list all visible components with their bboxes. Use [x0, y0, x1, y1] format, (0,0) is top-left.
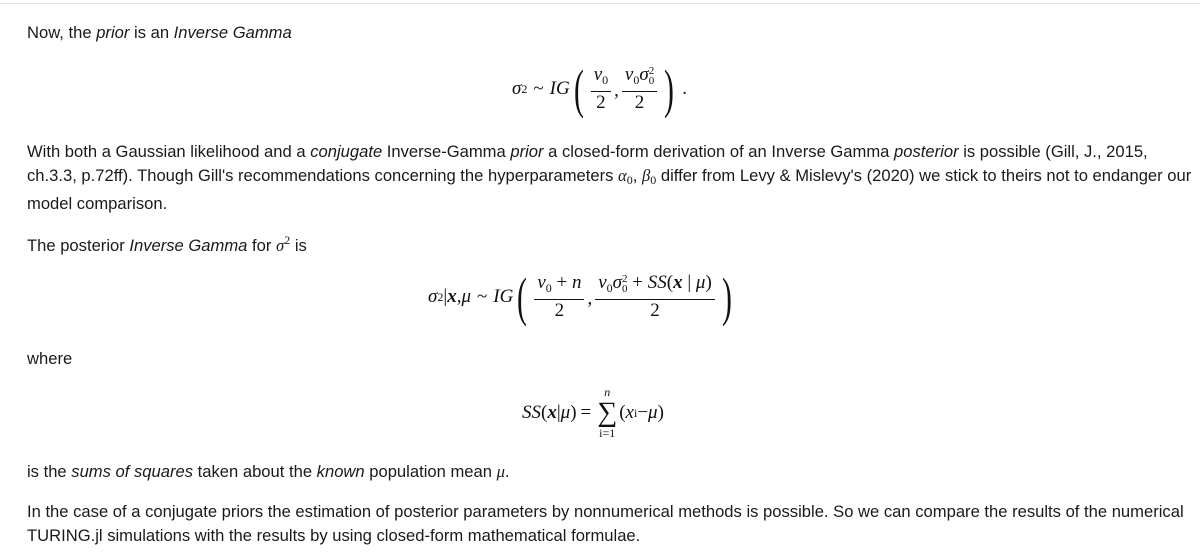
sub: 0 [648, 74, 655, 87]
left-paren: ( [573, 59, 584, 119]
text: Inverse-Gamma [382, 142, 511, 161]
sigma: σ [428, 286, 438, 307]
n: n [571, 272, 582, 293]
equation-prior [512, 54, 687, 124]
text: for [247, 236, 277, 255]
lparen: ( [541, 402, 548, 423]
emph-known: known [316, 462, 365, 481]
period: . [682, 78, 687, 99]
text: Now, the [27, 23, 97, 42]
function-ig: IG [549, 78, 570, 99]
alpha: α [618, 166, 627, 185]
comma: , [587, 288, 593, 309]
x: x [625, 402, 634, 423]
text: , [632, 166, 642, 185]
plus: + [551, 272, 572, 293]
conjugate-paragraph [27, 140, 1192, 216]
sub: 0 [626, 173, 633, 187]
sup: 2 [622, 272, 628, 285]
sigma: σ [612, 272, 623, 293]
where-paragraph [27, 347, 1192, 371]
emph-sums-of-squares: sums of squares [71, 462, 194, 481]
text: With both a Gaussian likelihood and a [27, 142, 311, 161]
conclusion-paragraph [27, 500, 1192, 548]
nu: ν [598, 272, 607, 293]
comma: , [456, 286, 462, 307]
rparen: ) [705, 272, 712, 293]
lower-limit: i=1 [599, 426, 616, 440]
fraction-posterior-scale [595, 273, 715, 321]
intro-paragraph [27, 21, 1192, 45]
text: The posterior [27, 236, 130, 255]
fraction-nu0-sigma0sq-over-2 [622, 65, 657, 113]
emph-inverse-gamma: Inverse Gamma [129, 236, 248, 255]
text: is possible (Gill, J., 2015, ch.3.3, p.72ff). Though Gill's recommendations concerning the hyperparameters [27, 142, 1148, 185]
text: is the [27, 462, 72, 481]
vector-x: x [547, 402, 557, 423]
equation-posterior [428, 262, 736, 332]
denominator: 2 [554, 300, 565, 321]
upper-limit: n [604, 385, 611, 399]
sub: 0 [633, 73, 640, 87]
ss: SS [522, 402, 541, 423]
sup: 2 [437, 289, 444, 304]
posterior-intro-paragraph [27, 228, 1192, 258]
given-bar: | [682, 272, 696, 293]
mu: μ [560, 402, 571, 423]
vector-x: x [673, 272, 683, 293]
mu: μ [695, 272, 706, 293]
nu: ν [593, 64, 603, 85]
rparen: ) [570, 402, 577, 423]
mu: μ [461, 286, 471, 307]
denominator: 2 [650, 300, 660, 321]
sup: 2 [284, 233, 291, 247]
fraction-nu0-plus-n-over-2 [534, 273, 584, 321]
sigma: σ [639, 64, 649, 85]
text: is [290, 236, 307, 255]
nu: ν [624, 64, 634, 85]
beta: β [641, 166, 651, 185]
sub: 0 [602, 73, 609, 87]
given-bar: | [556, 402, 561, 423]
sup: 2 [521, 81, 528, 96]
sub: 0 [606, 281, 613, 295]
sigma: σ [512, 78, 522, 99]
sums-of-squares-paragraph [27, 460, 1192, 484]
denominator: 2 [634, 92, 645, 113]
function-ig: IG [493, 286, 514, 307]
nu: ν [537, 272, 546, 293]
minus: − [637, 402, 649, 423]
tilde: ~ [533, 78, 544, 99]
plus: + [627, 272, 648, 293]
text: . [504, 462, 510, 481]
text: is an [129, 23, 174, 42]
lparen: ( [666, 272, 674, 293]
fraction-nu0-over-2 [591, 65, 611, 113]
sigma: σ [276, 236, 285, 255]
denominator: 2 [596, 92, 606, 113]
mu: μ [496, 462, 505, 481]
text: a closed-form derivation of an Inverse Gamma [543, 142, 895, 161]
vector-x: x [447, 286, 457, 307]
equals: = [580, 402, 592, 423]
emph-prior: prior [510, 142, 544, 161]
equation-sum-of-squares [522, 383, 664, 443]
rparen: ) [657, 402, 664, 423]
emph-prior: prior [96, 23, 130, 42]
ss: SS [647, 272, 667, 293]
text: taken about the [193, 462, 317, 481]
mu: μ [648, 402, 658, 423]
text: where [27, 349, 73, 368]
left-paren: ( [517, 267, 528, 327]
given-bar: | [443, 286, 448, 307]
right-paren: ) [721, 267, 732, 327]
supsub [649, 66, 655, 86]
summation [597, 386, 617, 440]
sub: 0 [622, 282, 628, 295]
sup: 2 [648, 64, 655, 77]
text: In the case of a conjugate priors the estimation of posterior parameters by nonnumerical methods is possible. So we can compare the results of the numerical TURING.jl simulations with the results by using closed-form mathematical formulae. [27, 502, 1184, 545]
right-paren: ) [664, 59, 675, 119]
text: population mean [364, 462, 497, 481]
sub: 0 [650, 173, 657, 187]
top-divider [0, 3, 1200, 4]
sigma-symbol: ∑ [597, 397, 618, 428]
sub: i [633, 405, 638, 420]
sub: 0 [545, 281, 552, 295]
lparen: ( [619, 402, 626, 423]
tilde: ~ [476, 286, 488, 307]
comma: , [614, 80, 619, 101]
text: differ from Levy & Mislevy's (2020) we stick to theirs not to endanger our model comparison. [27, 166, 1192, 213]
emph-conjugate: conjugate [310, 142, 383, 161]
emph-posterior: posterior [894, 142, 959, 161]
emph-inverse-gamma: Inverse Gamma [173, 23, 292, 42]
